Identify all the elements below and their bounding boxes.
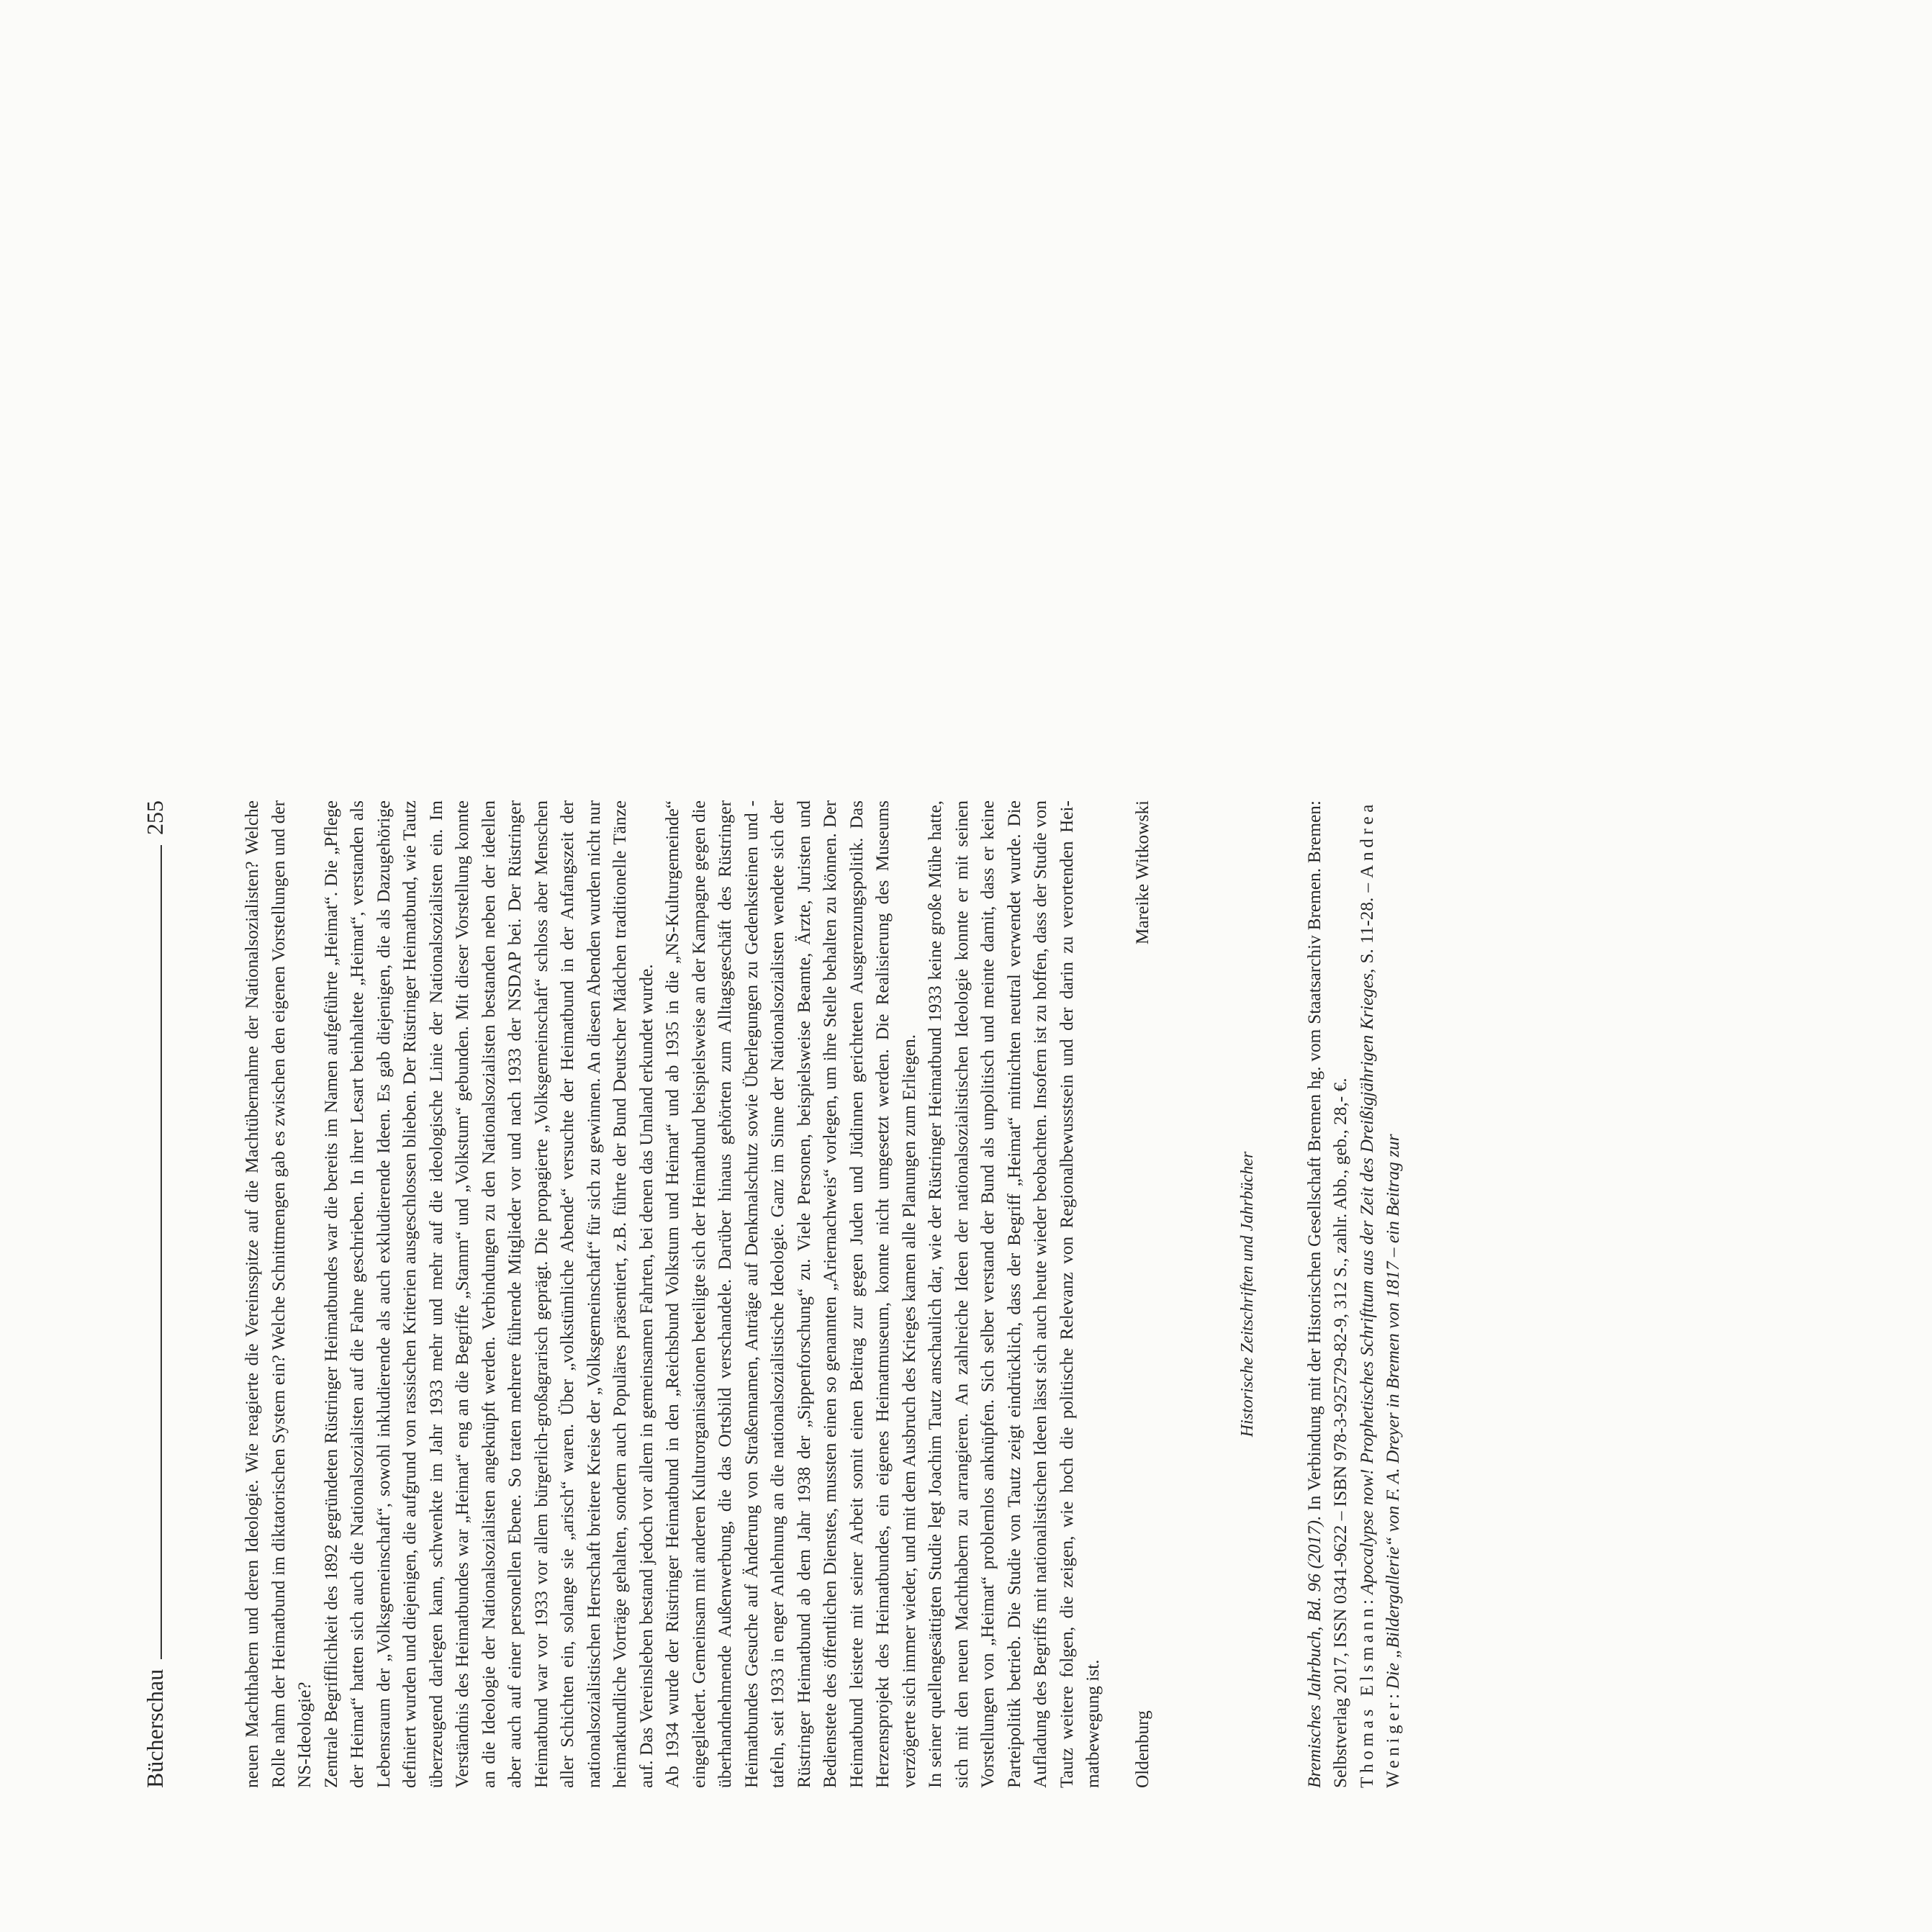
article-separator: : <box>1383 1689 1403 1699</box>
document-page <box>0 613 1932 1932</box>
entry-details: In Verbindung mit der Historischen Gesellschaft Bremen hg. vom Staatsarchiv Bremen. Bremen: Selbstverlag 2017, ISSN 0341-9622 – ISBN 978-3-925729-82-9, 312 S., zahlr. Abb., geb., 28,- €. <box>1304 800 1350 1788</box>
running-head-rule <box>161 845 162 1659</box>
contents-entry <box>1354 800 1407 1788</box>
review-paragraph-2: Zentrale Begrifflichkeit des 1892 gegründeten Rüstringer Heimatbundes war die bereits im Namen aufgeführte „Heimat“. Die „Pflege der Heimat“ hatten sich auch die Nationalsozialisten auf die Fahne geschrieben. In ihrer Lesart beinhaltete „Heimat“, verstanden als Lebensraum der „Volksgemeinschaft“, sowohl inkludierende als auch exkludierende Ideen. Es gab diejenigen, die als Dazugehörige definiert wurden und diejenigen, die aufgrund von rassischen Kriterien ausgeschlossen blieben. Der Rüstringer Heimatbund, wie Tautz überzeugend darlegen kann, schwenkte im Jahr 1933 mehr und mehr auf die ideologische Linie der Nationalsozialisten ein. Im Verständnis des Heimatbundes war „Heimat“ eng an die Begriffe „Stamm“ und „Volkstum“ gebunden. Mit dieser Vorstellung konnte an die Ideologie der Nationalsozialisten angeknüpft werden. Verbindungen zu den Nationalsozialisten bestanden neben der ideellen aber auch auf einer personellen Ebene. So traten mehrere führende Mitglieder vor und nach 1933 der NSDAP bei. Der Rüstringer Heimatbund war vor 1933 vor allem bürgerlich-großagrarisch geprägt. Die propagierte „Volksgemeinschaft“ schloss aber Menschen aller Schichten ein, solange sie „arisch“ waren. Über „volkstümliche Abende“ versuchte der Heimatbund in der Anfangszeit der nationalsozialistischen Herrschaft breitere Kreise der „Volksgemeinschaft“ für sich zu gewinnen. An diesen Abenden wurden nicht nur heimatkundliche Vorträge gehalten, sondern auch Populäres präsentiert, z.B. führte der Bund Deutscher Mädchen traditionelle Tänze auf. Das Vereinsleben bestand jedoch vor allem in gemeinsamen Fahrten, bei denen das Umland erkundet wurde. <box>320 800 656 1788</box>
article-title: Die „Bildergallerie“ von F. A. Dreyer in Bremen von 1817 – ein Beitrag zur <box>1383 1134 1403 1689</box>
review-paragraph-1: neuen Machthabern und deren Ideologie. Wie reagierte die Vereinsspitze auf die Machtübernahme der Nationalsozialisten? Welche Rolle nahm der Heimatbund im diktatorischen System ein? Welche Schnittmengen gab es zwischen den eigenen Vorstellungen und der NS-Ideologie? <box>242 800 315 1788</box>
review-paragraph-4: In seiner quellengesättigten Studie legt Joachim Tautz anschaulich dar, wie der Rüstringer Heimatbund 1933 keine große Mühe hatte, sich mit den neuen Machthabern zu arrangieren. An zahlreiche Ideen der nationalsozialistischen Ideologie konnte er mit seinen Vorstellungen von „Heimat“ problemlos anknüpfen. Sich selber verstand der Bund als unpolitisch und meinte damit, dass er keine Parteipolitik betrieb. Die Studie von Tautz zeigt eindrücklich, dass der Begriff „Heimat“ mitnichten neutral verwendet wurde. Die Aufladung des Begriffs mit nationalistischen Ideen lässt sich auch heute wieder beobachten. Insofern ist zu hoffen, dass der Studie von Tautz weitere folgen, die zeigen, wie hoch die politische Relevanz von Regionalbewusstsein und der darin zu verortenden Heimatbewegung ist. <box>925 800 1103 1788</box>
bibliography-entry <box>1301 800 1354 1788</box>
running-head <box>137 800 168 1788</box>
page-number: 255 <box>142 800 168 835</box>
article-author: Andrea Weniger <box>1356 800 1403 1788</box>
review-paragraph-3: Ab 1934 wurde der Rüstringer Heimatbund in den „Reichsbund Volkstum und Heimat“ und ab 1935 in die „NS-Kulturgemeinde“ eingegliedert. Gemeinsam mit anderen Kulturorganisationen beteiligte sich der Heimatbund beispielsweise an der Kampagne gegen die überhandnehmende Außenwerbung, die das Ortsbild verschandele. Darüber hinaus gehörten zum Alltagsgeschäft des Rüstringer Heimatbundes Gesuche auf Änderung von Straßennamen, Anträge auf Denkmalschutz sowie Überlegungen zu Gedenksteinen und -tafeln, seit 1933 in enger Anlehnung an die nationalsozialistische Ideologie. Ganz im Sinne der Nationalsozialisten wendete sich der Rüstringer Heimatbund ab dem Jahr 1938 der „Sippenforschung“ zu. Viele Personen, beispielsweise Beamte, Ärzte, Juristen und Bedienstete des öffentlichen Dienstes, mussten einen so genannten „Ariernachweis“ vorlegen, um ihre Stelle behalten zu können. Der Heimatbund leistete mit seiner Arbeit somit einen Beitrag zur gegen Juden und Jüdinnen gerichteten Ausgrenzungspolitik. Das Herzensprojekt des Heimatbundes, ein eigenes Heimatmuseum, konnte nicht umgesetzt werden. Die Realisierung des Museums verzögerte sich immer wieder, und mit dem Ausbruch des Krieges kamen alle Planungen zum Erliegen. <box>662 800 919 1788</box>
article-title: Apocalypse now! Prophetisches Schrifttum aus der Zeit des Dreißigjährigen Krieges <box>1356 972 1377 1594</box>
review-signature <box>1129 800 1156 1788</box>
article-author: Thomas Elsmann <box>1356 1604 1377 1788</box>
running-head-title: Bücherschau <box>142 1669 168 1788</box>
entry-title: Bremisches Jahrbuch, Bd. 96 (2017). <box>1304 1515 1324 1788</box>
review-author: Mareike Witkowski <box>1132 800 1152 945</box>
section-heading: Historische Zeitschriften und Jahrbücher <box>1238 1151 1257 1437</box>
article-separator: : <box>1356 1594 1377 1604</box>
article-pages: , S. 11-28. – <box>1356 877 1377 973</box>
page-body <box>239 800 1407 1788</box>
review-place: Oldenburg <box>1132 1710 1152 1788</box>
